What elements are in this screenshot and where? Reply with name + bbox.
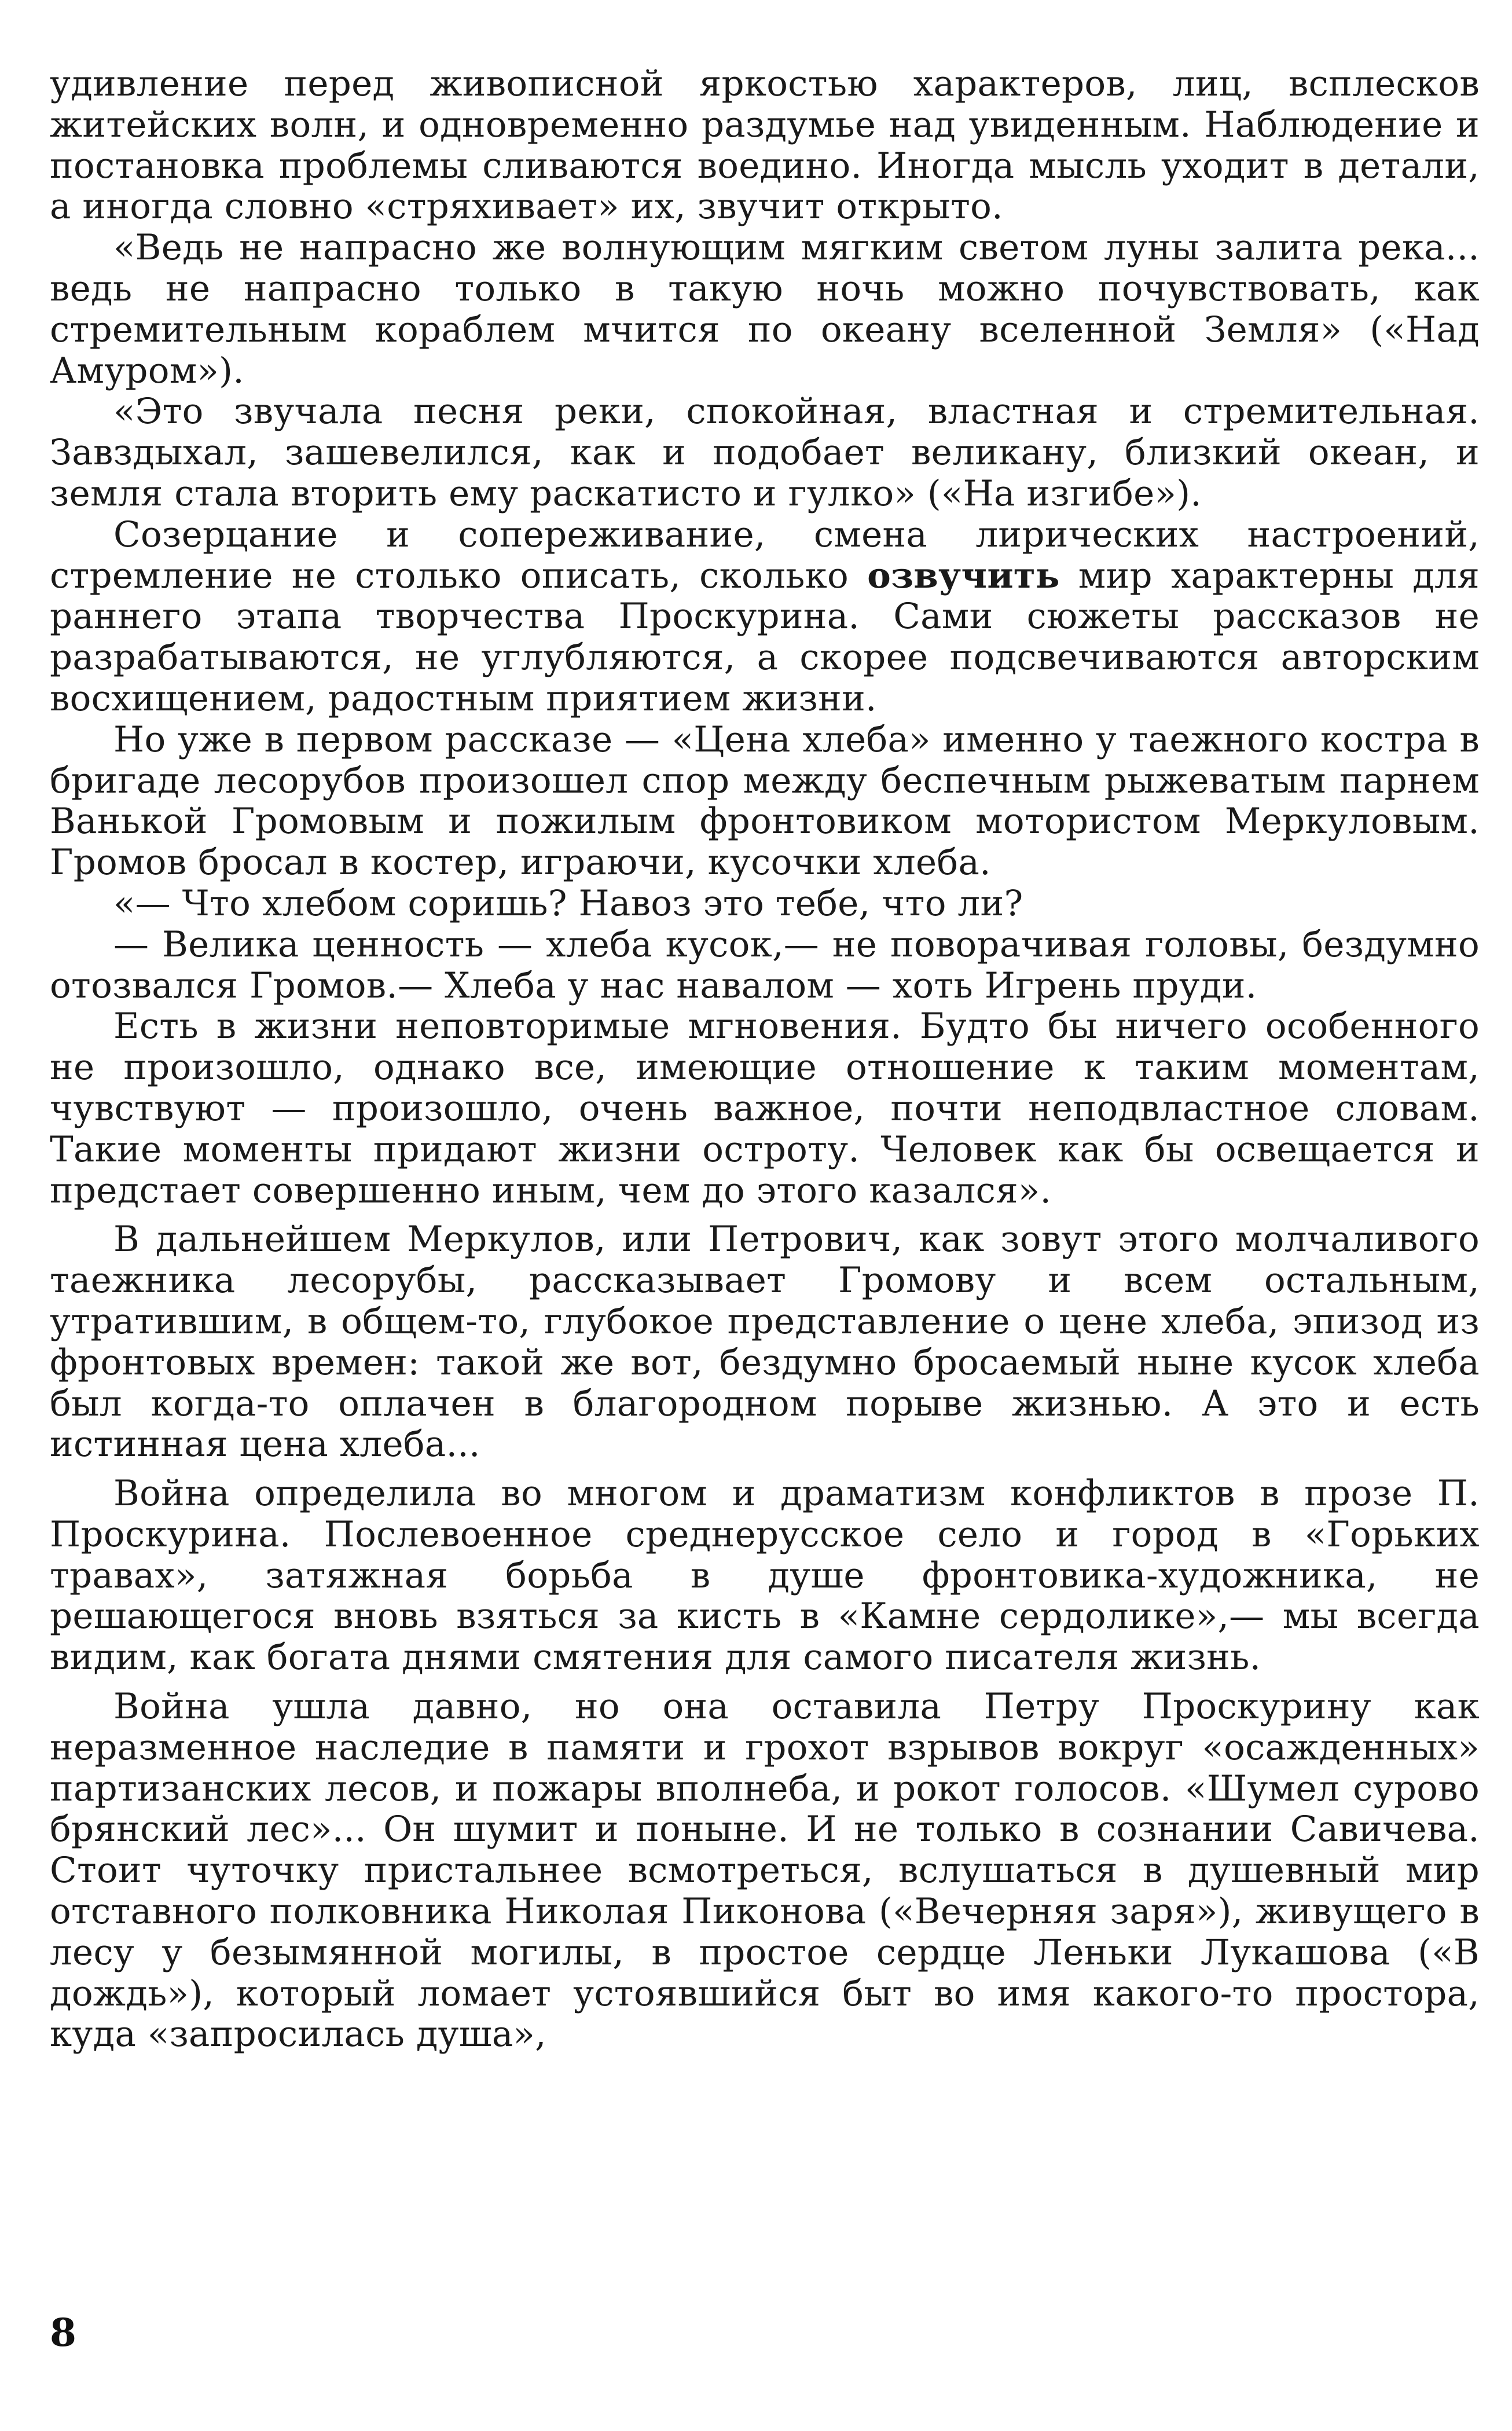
paragraph-8: Война определила во многом и драматизм конфликтов в прозе П. Проскурина. Послевоенное среднерусское село и город в «Горьких травах», затяжная борьба в душе фронтовика-художника, не решающегося вновь взяться за кисть в «Камне сердолике»,— мы всегда видим, как богата днями смятения для самого писателя жизнь. xyxy=(50,1473,1480,1678)
dialogue-line-2: — Велика ценность — хлеба кусок,— не поворачивая головы, бездумно отозвался Громов.— Хлеба у нас навалом — хоть Игрень пруди. xyxy=(50,923,1480,1006)
paragraph-1: удивление перед живописной яркостью характеров, лиц, всплесков житейских волн, и одновременно раздумье над увиденным. Наблюдение и постановка проблемы сливаются воедино. Иногда мысль уходит в детали, а иногда словно «стряхивает» их, звучит открыто. xyxy=(50,63,1480,228)
paragraph-9: Война ушла давно, но она оставила Петру Проскурину как неразменное наследие в памяти и грохот взрывов вокруг «осажденных» партизанских лесов, и пожары вполнеба, и рокот голосов. «Шумел сурово брянский лес»... Он шумит и поныне. И не только в сознании Савичева. Стоит чуточку пристальнее всмотреться, вслушаться в душевный мир отставного полковника Николая Пиконова («Вечерняя заря»), живущего в лесу у безымянной могилы, в простое сердце Леньки Лукашова («В дождь»), который ломает устоявшийся быт во имя какого-то простора, куда «запросилась душа», xyxy=(50,1686,1480,2055)
paragraph-3: «Это звучала песня реки, спокойная, властная и стремительная. Завздыхал, зашевелился, как и подобает великану, близкий океан, и земля стала вторить ему раскатисто и гулко» («На изгибе»). xyxy=(50,391,1480,514)
dialogue-line-1: «— Что хлебом соришь? Навоз это тебе, что ли? xyxy=(113,882,1023,924)
emphasized-word: озвучить xyxy=(867,555,1060,596)
paragraph-5: Но уже в первом рассказе — «Цена хлеба» именно у таежного костра в бригаде лесорубов произошел спор между беспечным рыжеватым парнем Ванькой Громовым и пожилым фронтовиком мотористом Меркуловым. Громов бросал в костер, играючи, кусочки хлеба. xyxy=(50,718,1480,883)
paragraph-4 xyxy=(50,515,1480,720)
body-text xyxy=(50,64,1480,2055)
paragraph-2: «Ведь не напрасно же волнующим мягким светом луны залита река... ведь не напрасно только в такую ночь можно почувствовать, как стремительным кораблем мчится по океану вселенной Земля» («Над Амуром»). xyxy=(50,227,1480,391)
paragraph-6: Есть в жизни неповторимые мгновения. Будто бы ничего особенного не произошло, однако все, имеющие отношение к таким моментам, чувствуют — произошло, очень важное, почти неподвластное словам. Такие моменты придают жизни остроту. Человек как бы освещается и предстает совершенно иным, чем до этого казался». xyxy=(50,1006,1480,1211)
page-number: 8 xyxy=(50,2310,76,2355)
paragraph-4-tail: мир характерны для раннего этапа творчества Проскурина. Сами сюжеты рассказов не разрабатываются, не углубляются, а скорее подсвечиваются авторским восхищением, радостным приятием жизни. xyxy=(50,555,1480,719)
paragraph-4-head: Созерцание и сопереживание, смена лирических настроений, стремление не столько описать, сколько xyxy=(50,514,1480,596)
paragraph-7: В дальнейшем Меркулов, или Петрович, как зовут этого молчаливого таежника лесорубы, рассказывает Громову и всем остальным, утратившим, в общем-то, глубокое представление о цене хлеба, эпизод из фронтовых времен: такой же вот, бездумно бросаемый ныне кусок хлеба был когда-то оплачен в благородном порыве жизнью. А это и есть истинная цена хлеба... xyxy=(50,1219,1480,1465)
